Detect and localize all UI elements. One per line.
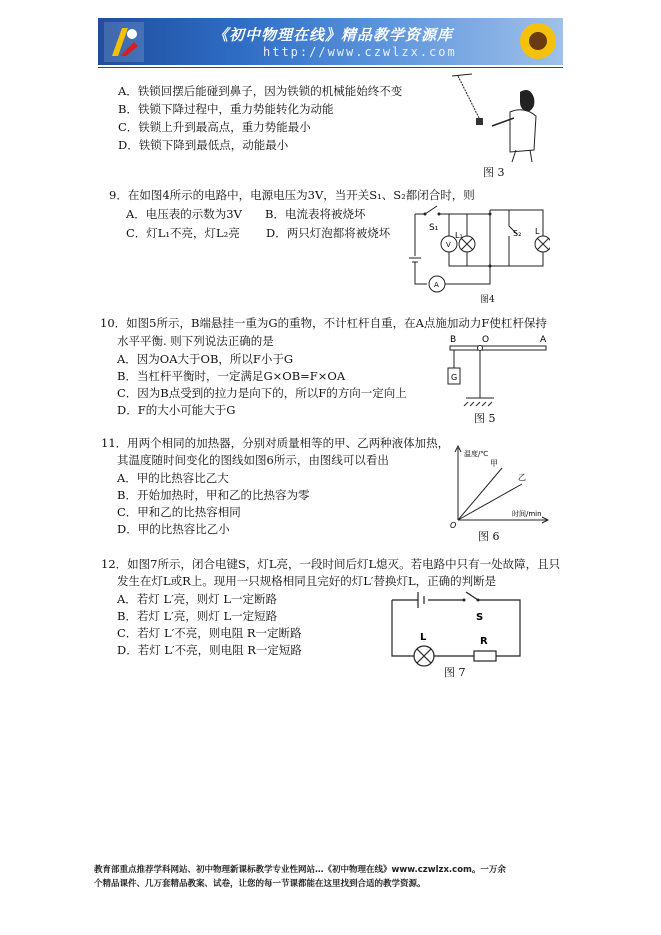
fig4-label-l1: L₁ [455, 231, 463, 240]
fig6-ylabel: 温度/℃ [464, 450, 489, 458]
q12-option-c: C．若灯 L′不亮，则电阻 R一定断路 [117, 626, 302, 640]
fig4-label-a: A [434, 281, 439, 289]
sunflower-icon [513, 18, 563, 65]
banner-title: 《初中物理在线》精品教学资源库 [213, 26, 454, 44]
fig5-label-g: G [451, 373, 458, 382]
header-divider [98, 67, 563, 68]
q11-stem-line2: 其温度随时间变化的图线如图6所示，由图线可以看出 [117, 453, 389, 467]
fig4-label-l2: L [535, 227, 540, 236]
fig5-label-a: A [540, 335, 547, 345]
q8-option-c: C．铁锁上升到最高点，重力势能最小 [118, 120, 311, 134]
figure-7-circuit [386, 588, 526, 668]
fig5-label-o: O [482, 335, 490, 345]
fig7-label-r: R [480, 636, 488, 647]
fig4-label-v: V [446, 241, 451, 249]
fig5-label-b: B [450, 335, 457, 345]
q8-option-a: A．铁锁回摆后能碰到鼻子，因为铁锁的机械能始终不变 [118, 84, 403, 98]
fig6-series-jia: 甲 [490, 459, 498, 468]
fig6-origin: O [450, 521, 457, 530]
site-logo-icon [104, 22, 144, 62]
fig7-label-s: S [476, 612, 484, 623]
q11-stem-line1: 11．用两个相同的加热器，分别对质量相等的甲、乙两种液体加热， [101, 436, 450, 450]
q11-option-a: A．甲的比热容比乙大 [117, 471, 229, 485]
q8-option-b: B．铁锁下降过程中，重力势能转化为动能 [118, 102, 334, 116]
figure-5-lever [440, 330, 550, 412]
q9-stem: 9．在如图4所示的电路中，电源电压为3V，当开关S₁、S₂都闭合时，则 [109, 188, 475, 202]
footer-line-2: 个精品课件、几万套精品教案、试卷，让您的每一节课都能在这里找到合适的教学资源。 [94, 879, 426, 889]
q8-option-d: D．铁锁下降到最低点，动能最小 [118, 138, 289, 152]
fig7-label-l: L [420, 632, 427, 643]
q12-option-a: A．若灯 L′亮，则灯 L一定断路 [117, 592, 277, 606]
figure-3-pendulum [450, 72, 550, 164]
q10-option-a: A．因为OA大于OB，所以F小于G [117, 352, 294, 366]
q9-option-b: B．电流表将被烧坏 [265, 207, 366, 221]
figure-6-caption: 图 6 [478, 530, 500, 543]
footer-line-1: 教育部重点推荐学科网站、初中物理新课标教学专业性网站…《初中物理在线》www.czwlzx.com。一万余 [94, 865, 506, 875]
fig6-series-yi: 乙 [518, 473, 526, 482]
q12-stem-line1: 12．如图7所示，闭合电键S，灯L亮，一段时间后灯L熄灭。若电路中只有一处故障，且只 [101, 557, 561, 571]
q9-option-d: D．两只灯泡都将被烧坏 [266, 226, 391, 240]
figure-4-caption: 图4 [480, 295, 495, 305]
q10-stem-line2: 水平平衡. 则下列说法正确的是 [117, 334, 274, 348]
q10-option-b: B．当杠杆平衡时，一定满足G×OB=F×OA [117, 369, 346, 383]
q11-option-d: D．甲的比热容比乙小 [117, 522, 230, 536]
q10-option-c: C．因为B点受到的拉力是向下的，所以F的方向一定向上 [117, 386, 407, 400]
q12-option-d: D．若灯 L′不亮，则电阻 R一定短路 [117, 643, 302, 657]
fig6-xlabel: 时间/min [512, 510, 542, 518]
q10-option-d: D．F的大小可能大于G [117, 403, 236, 417]
q9-option-c: C．灯L₁不亮，灯L₂亮 [126, 226, 240, 240]
q11-option-b: B．开始加热时，甲和乙的比热容为零 [117, 488, 310, 502]
q11-option-c: C．甲和乙的比热容相同 [117, 505, 241, 519]
figure-3-caption: 图 3 [483, 166, 505, 179]
header-banner [98, 18, 563, 65]
q9-option-a: A．电压表的示数为3V [126, 207, 242, 221]
figure-6-graph [450, 444, 550, 530]
figure-5-caption: 图 5 [474, 412, 496, 425]
q12-stem-line2: 发生在灯L或R上。现用一只规格相同且完好的灯L′替换灯L，正确的判断是 [117, 574, 497, 588]
q12-option-b: B．若灯 L′亮，则灯 L一定短路 [117, 609, 278, 623]
fig4-label-s2: S₂ [513, 229, 522, 238]
figure-7-caption: 图 7 [444, 666, 466, 679]
figure-4-circuit [405, 196, 550, 294]
fig4-label-s1: S₁ [429, 223, 439, 233]
q10-stem-line1: 10．如图5所示，B端悬挂一重为G的重物，不计杠杆自重，在A点施加动力F使杠杆保持 [100, 316, 547, 330]
banner-url[interactable]: http://www.czwlzx.com [263, 45, 457, 59]
